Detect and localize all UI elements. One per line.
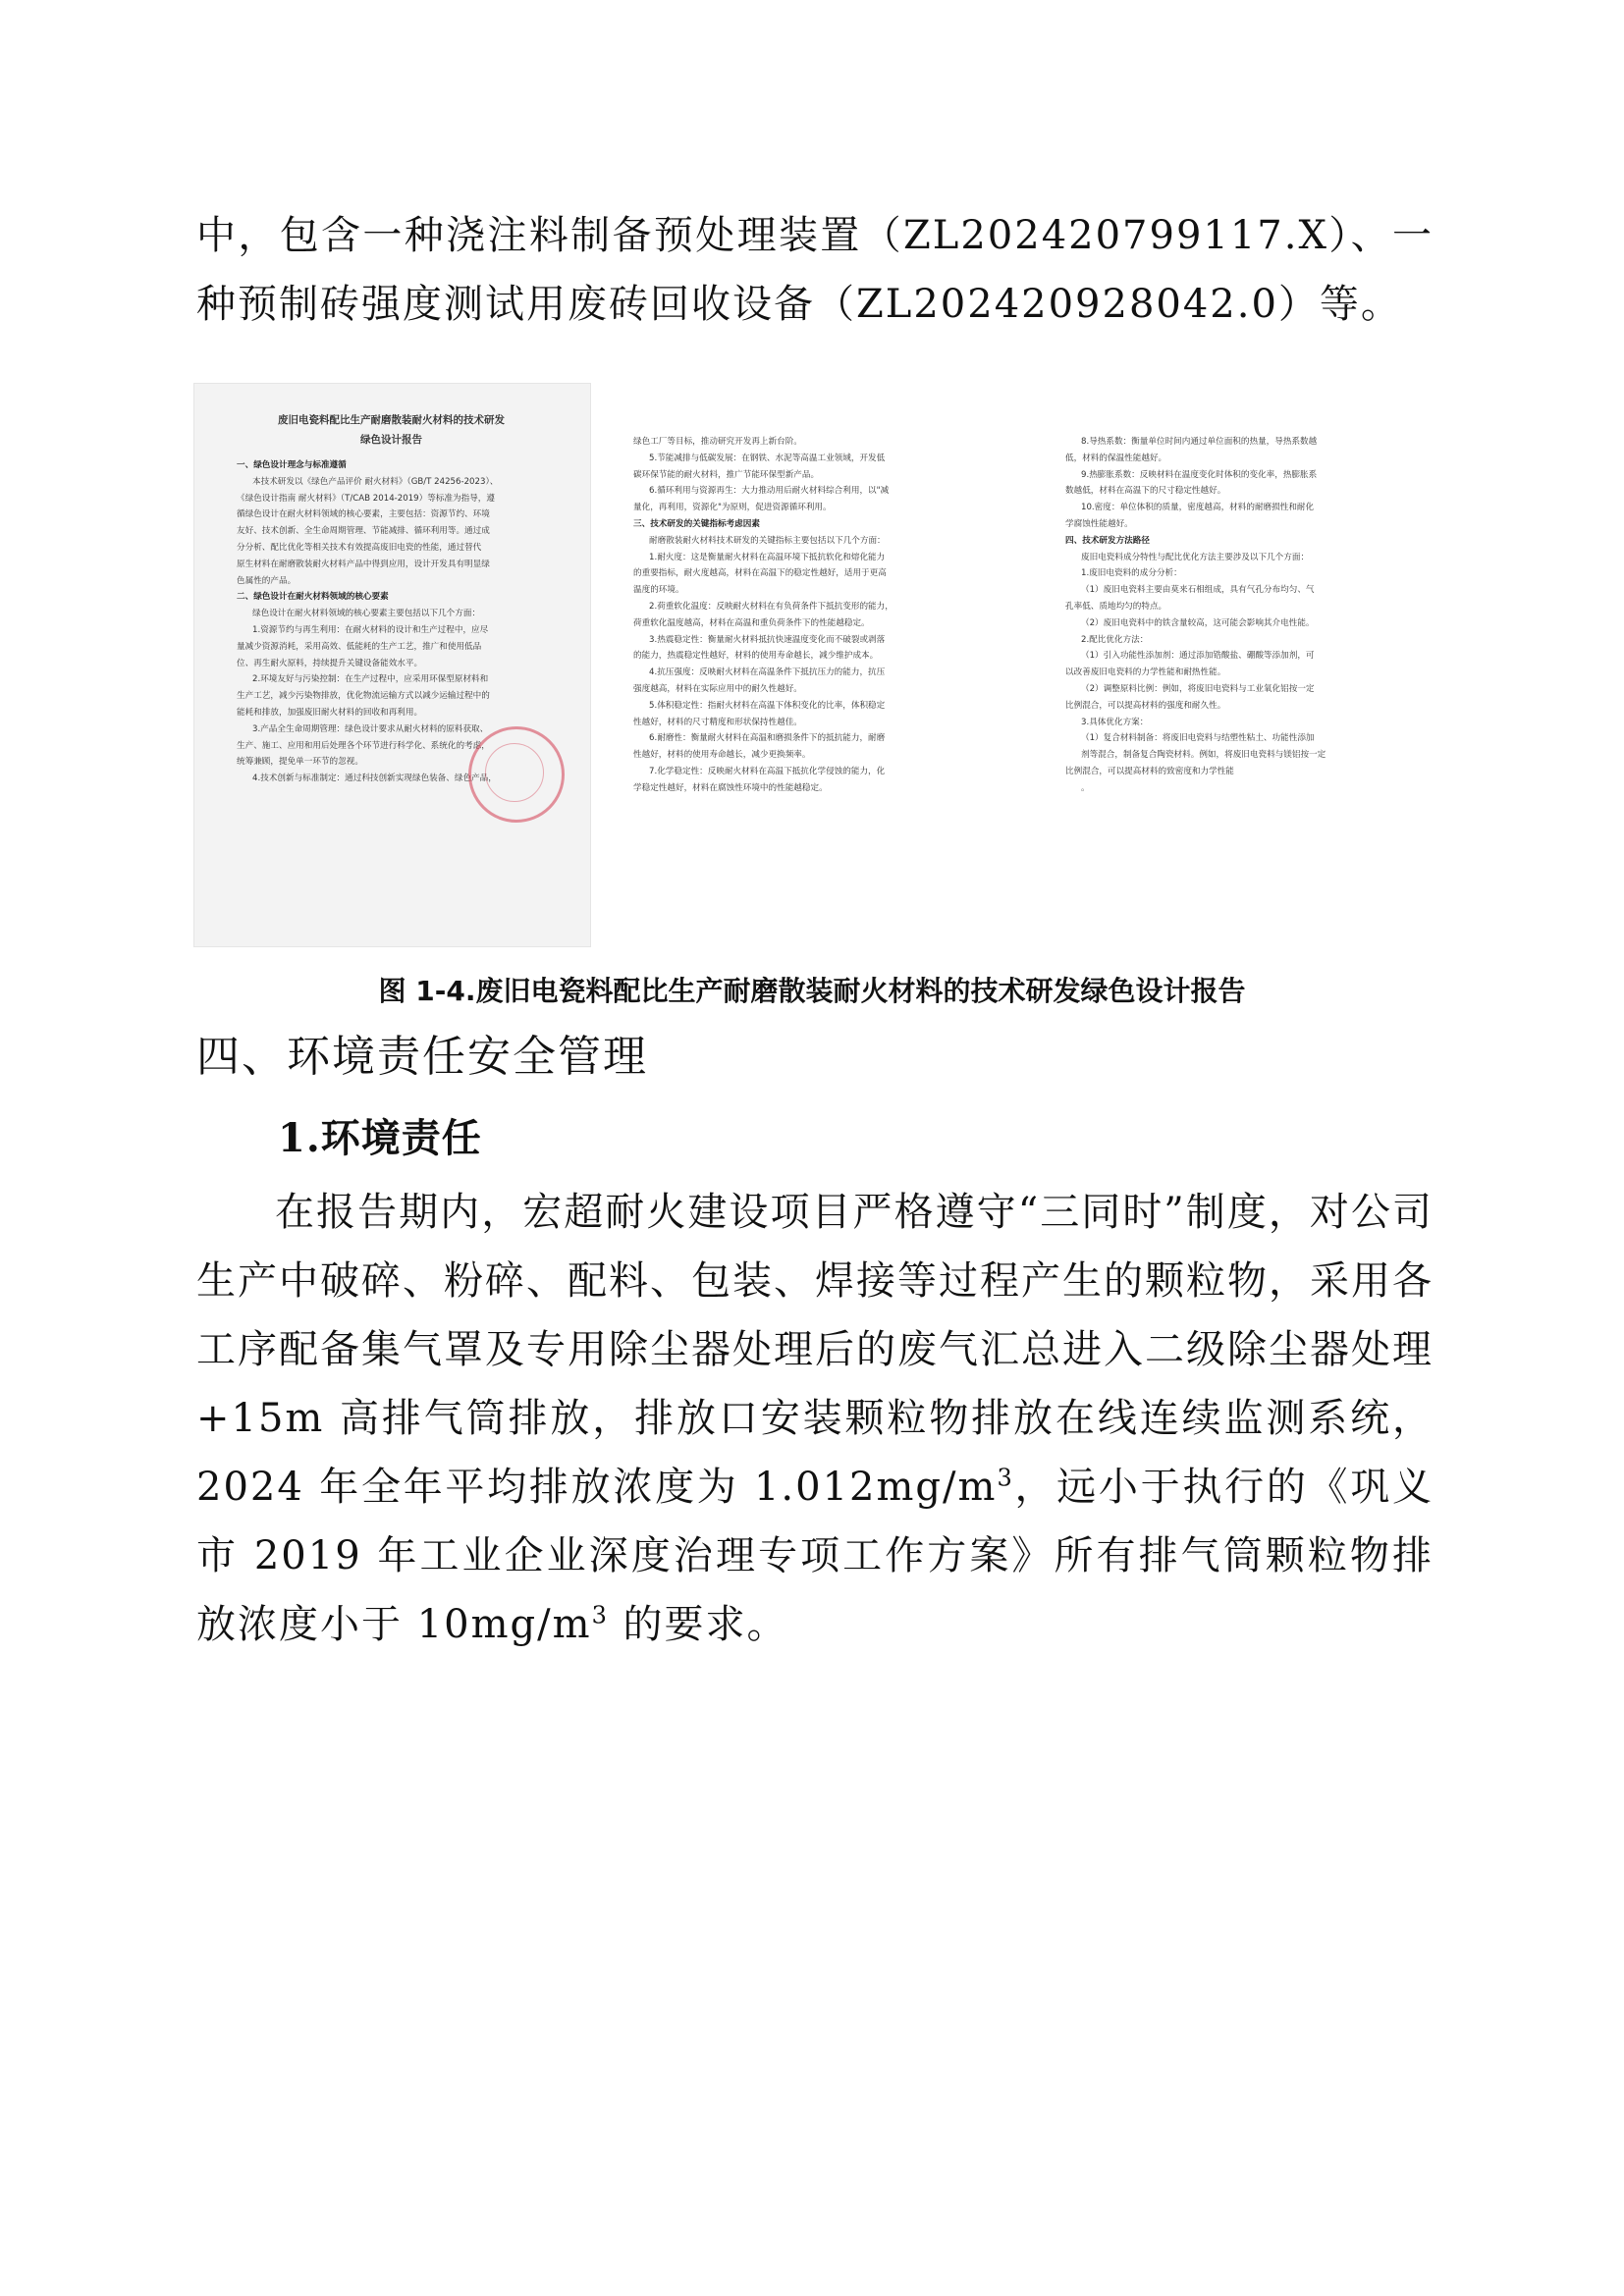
report-line: 废旧电瓷料成分特性与配比优化方法主要涉及以下几个方面： [1081,552,1310,562]
report-line: （1）复合材料制备：将废旧电瓷料与结塑性粘土、功能性添加 [1081,733,1315,744]
report-page-2-thumbnail [625,383,1008,947]
report-line: 2.环境友好与污染控制：在生产过程中，应采用环保型原材料和 [252,674,489,685]
report-line: 学腐蚀性能越好。 [1065,518,1133,529]
subsection-title: 1.环境责任 [278,1115,482,1161]
report-line: （2）调整原料比例：例如，将废旧电瓷料与工业氧化铝按一定 [1081,683,1315,694]
report-line: 四、技术研发方法路径 [1065,535,1150,546]
report-line: 的能力，热震稳定性越好，材料的使用寿命越长，减少维护成本。 [633,651,879,662]
report-line: 性越好，材料的尺寸精度和形状保持性越佳。 [633,717,802,727]
report-line: 《绿色设计指南 耐火材料》（T/CAB 2014-2019）等标准为指导，遵 [237,493,495,504]
report-line: 荷重软化温度越高，材料在高温和重负荷条件下的性能越稳定。 [633,617,870,628]
report-figure [193,383,1431,952]
report-line: 数越低，材料在高温下的尺寸稳定性越好。 [1065,486,1226,497]
report-line: 剂等混合，制备复合陶瓷材料。例如，将废旧电瓷料与镁铝按一定 [1081,750,1326,761]
unit-superscript: 3 [591,1601,609,1629]
report-line: 10.密度：单位体积的质量，密度越高，材料的耐磨损性和耐化 [1081,503,1315,513]
report-page-subtitle: 绿色设计报告 [360,434,422,446]
report-line: 生产工艺，减少污染物排放，优化物流运输方式以减少运输过程中的 [237,691,490,702]
report-line: 绿色工厂等目标，推动研究开发再上新台阶。 [633,437,802,447]
unit-superscript: 3 [997,1464,1014,1492]
report-line: 耐磨散装耐火材料技术研发的关键指标主要包括以下几个方面： [649,535,886,546]
report-line: 2.荷重软化温度：反映耐火材料在有负荷条件下抵抗变形的能力， [649,601,893,612]
report-line: 分分析、配比优化等相关技术有效提高废旧电瓷的性能，通过替代 [237,542,482,553]
report-page-3-thumbnail [1057,383,1431,947]
report-line: 碳环保节能的耐火材料，推广节能环保型新产品。 [633,469,820,480]
report-line: 2.配比优化方法： [1081,634,1149,645]
report-line: 1.废旧电瓷料的成分分析： [1081,568,1182,579]
report-line: 友好、技术创新、全生命周期管理、节能减排、循环利用等。通过成 [237,526,490,537]
report-line: 孔率低、质地均匀的特点。 [1065,601,1167,612]
report-line: 绿色设计在耐火材料领域的核心要素主要包括以下几个方面： [252,609,481,619]
report-line: 强度越高，材料在实际应用中的耐久性越好。 [633,683,802,694]
report-line: 9.热膨胀系数：反映材料在温度变化时体积的变化率，热膨胀系 [1081,469,1318,480]
report-page-title: 废旧电瓷料配比生产耐磨散装耐火材料的技术研发 [278,414,505,426]
report-line: 1.资源节约与再生利用：在耐火材料的设计和生产过程中，应尽 [252,624,489,635]
report-line: 4.技术创新与标准制定：通过科技创新实现绿色装备、绿色产品， [252,774,497,784]
report-line: 3.产品全生命周期管理：绿色设计要求从耐火材料的原料获取、 [252,723,489,734]
report-line: 位、再生耐火原料，持续提升关键设备能效水平。 [237,658,423,668]
report-line: 二、绿色设计在耐火材料领域的核心要素 [237,592,389,603]
report-line: 比例混合，可以提高材料的致密度和力学性能 [1065,766,1234,776]
report-line: 7.化学稳定性：反映耐火材料在高温下抵抗化学侵蚀的能力，化 [649,766,886,776]
report-line: 一、绿色设计理念与标准遵循 [237,460,347,470]
report-line: 生产、施工、应用和用后处理各个环节进行科学化、系统化的考虑， [237,740,490,751]
environment-text-1: 在报告期内，宏超耐火建设项目严格遵守“三同时”制度，对公司生产中破碎、粉碎、配料、包装、焊接等过程产生的颗粒物，采用各工序配备集气罩及专用除尘器处理后的废气汇总进入二级除尘器处理+15m 高排气筒排放，排放口安装颗粒物排放在线连续监测系统，2024 年全年平均排放浓度为 1.012mg/m [196,1190,1434,1510]
company-seal-stamp [468,726,565,823]
environment-paragraph [196,1178,1434,1659]
intro-paragraph: 中，包含一种浇注料制备预处理装置（ZL202420799117.X）、一种预制砖强度测试用废砖回收设备（ZL202420928042.0）等。 [196,213,1434,327]
report-line: 量化，再利用，资源化"为原则，促进资源循环利用。 [633,503,832,513]
report-line: 3.热震稳定性：衡量耐火材料抵抗快速温度变化而不破裂或剥落 [649,634,886,645]
report-line: 5.节能减排与低碳发展：在钢铁、水泥等高温工业领域，开发低 [649,453,886,463]
report-line: 的重要指标，耐火度越高，材料在高温下的稳定性越好，适用于更高 [633,568,887,579]
environment-text-3: 的要求。 [608,1602,788,1647]
report-line: 5.体积稳定性：指耐火材料在高温下体积变化的比率，体积稳定 [649,700,886,711]
report-line: （2）废旧电瓷料中的铁含量较高，这可能会影响其介电性能。 [1081,617,1315,628]
report-line: （1）废旧电瓷料主要由莫来石相组成，具有气孔分布均匀、气 [1081,585,1315,596]
report-line: 1.耐火度：这是衡量耐火材料在高温环境下抵抗软化和熔化能力 [649,552,886,562]
report-line: 循绿色设计在耐火材料领域的核心要素，主要包括：资源节约、环境 [237,509,490,520]
report-line: 比例混合，可以提高材料的强度和耐久性。 [1065,700,1226,711]
report-line: 低，材料的保温性能越好。 [1065,453,1167,463]
report-line: 以改善废旧电瓷料的力学性能和耐热性能。 [1065,667,1226,678]
report-page-1-thumbnail [193,383,591,947]
section-title: 四、环境责任安全管理 [196,1032,648,1082]
report-line: 三、技术研发的关键指标考虑因素 [633,518,760,529]
report-line: 原生材料在耐磨散装耐火材料产品中得到应用，设计开发具有明显绿 [237,559,490,569]
report-line: 6.耐磨性：衡量耐火材料在高温和磨损条件下的抵抗能力，耐磨 [649,733,886,744]
figure-caption: 图 1-4.废旧电瓷料配比生产耐磨散装耐火材料的技术研发绿色设计报告 [378,975,1246,1007]
report-line: 学稳定性越好，材料在腐蚀性环境中的性能越稳定。 [633,782,828,793]
report-line: 色属性的产品。 [237,575,297,586]
report-line: 3.具体优化方案： [1081,717,1149,727]
report-line: 4.抗压强度：反映耐火材料在高温条件下抵抗压力的能力，抗压 [649,667,886,678]
report-line: 能耗和排放，加强废旧耐火材料的回收和再利用。 [237,707,423,718]
report-line: 量减少资源消耗，采用高效、低能耗的生产工艺，推广和使用低品 [237,641,482,652]
report-line: 。 [1081,782,1090,793]
report-line: 性越好，材料的使用寿命越长，减少更换频率。 [633,750,811,761]
report-line: 6.循环利用与资源再生：大力推动用后耐火材料综合利用，以"减 [649,486,890,497]
report-line: 统筹兼顾，提免单一环节的忽视。 [237,757,363,768]
report-line: 温度的环境。 [633,585,684,596]
report-line: （1）引入功能性添加剂：通过添加锆酸盐、硼酸等添加剂，可 [1081,651,1315,662]
environment-text-2: ，远小于执行的《巩义市 2019 年工业企业深度治理专项工作方案》所有排气筒颗粒物排放浓度小于 10mg/m [196,1465,1435,1647]
report-line: 本技术研发以《绿色产品评价 耐火材料》（GB/T 24256-2023）、 [252,476,499,487]
report-line: 8.导热系数：衡量单位时间内通过单位面积的热量，导热系数越 [1081,437,1318,447]
